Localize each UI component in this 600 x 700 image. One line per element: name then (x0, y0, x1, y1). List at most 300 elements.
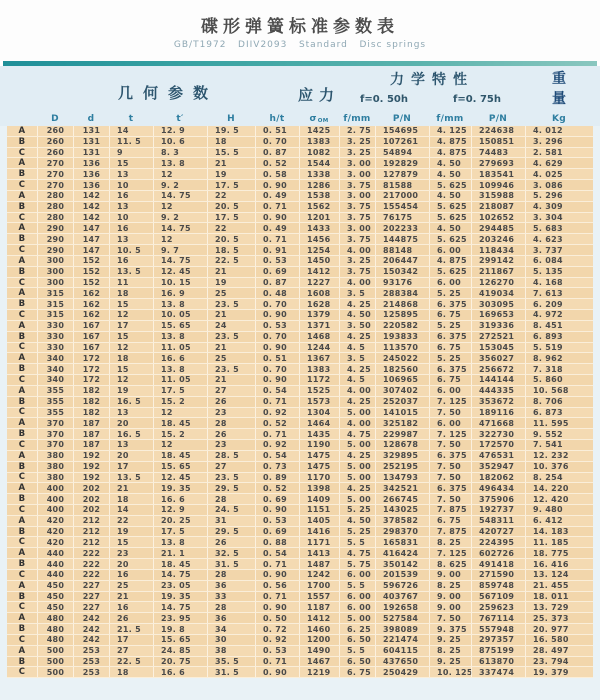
cell-f-mm-075: 5. 25 (429, 321, 471, 331)
cell-h-over-t: 0. 90 (255, 180, 299, 190)
cell-h-over-t: 0. 53 (255, 516, 299, 526)
cell-d: 182 (73, 386, 109, 396)
cell-p-n-075: 602726 (471, 548, 525, 558)
cell-d: 192 (73, 451, 109, 461)
cell-t-prime: 18. 45 (153, 451, 207, 461)
cell-d: 167 (73, 332, 109, 342)
cell-D: 500 (37, 667, 73, 677)
cell-p-n-075: 218087 (471, 202, 525, 212)
cell-f-mm-050: 6. 50 (339, 657, 375, 667)
cell-f-mm-075: 6. 375 (429, 451, 471, 461)
cell-f-mm-050: 5. 00 (339, 473, 375, 483)
cell-sigma-om: 1171 (299, 537, 339, 547)
cell-f-mm-050: 5. 5 (339, 537, 375, 547)
cell-p-n-075: 613870 (471, 657, 525, 667)
cell-p-n-050: 125895 (375, 310, 429, 320)
header-f-075h: f=0. 75h (452, 94, 501, 105)
cell-D: 400 (37, 505, 73, 515)
table-row (7, 126, 593, 137)
cell-sigma-om: 1367 (299, 353, 339, 363)
cell-H: 25 (207, 288, 255, 298)
cell-d: 131 (73, 137, 109, 147)
cell-p-n-050: 106965 (375, 375, 429, 385)
cell-f-mm-050: 3. 25 (339, 148, 375, 158)
cell-f-mm-050: 3. 25 (339, 256, 375, 266)
cell-series: C (18, 374, 26, 385)
cell-D: 500 (37, 657, 73, 667)
table-row (7, 180, 593, 191)
cell-t: 16 (109, 602, 153, 612)
table-row (7, 353, 593, 364)
cell-p-n-075: 315988 (471, 191, 525, 201)
cell-D: 270 (37, 180, 73, 190)
cell-D: 440 (37, 548, 73, 558)
cell-t-prime: 13. 8 (153, 537, 207, 547)
cell-f-mm-075: 5. 625 (429, 213, 471, 223)
cell-t: 12 (109, 310, 153, 320)
cell-d: 167 (73, 343, 109, 353)
cell-t-prime: 13. 8 (153, 364, 207, 374)
cell-d: 142 (73, 191, 109, 201)
cell-f-mm-075: 9. 00 (429, 592, 471, 602)
table-row (7, 158, 593, 169)
cell-t: 15 (109, 332, 153, 342)
cell-sigma-om: 1573 (299, 397, 339, 407)
cell-t: 13 (109, 169, 153, 179)
cell-t: 21 (109, 592, 153, 602)
cell-sigma-om: 1544 (299, 158, 339, 168)
cell-H: 19 (207, 169, 255, 179)
cell-p-n-075: 557948 (471, 624, 525, 634)
cell-t-prime: 16. 6 (153, 667, 207, 677)
cell-p-n-075: 74483 (471, 148, 525, 158)
table-row (7, 559, 593, 570)
table-row (7, 494, 593, 505)
cell-t: 14 (109, 505, 153, 515)
table-row (7, 288, 593, 299)
cell-series: B (18, 364, 26, 375)
cell-p-n-075: 153045 (471, 343, 525, 353)
cell-D: 420 (37, 537, 73, 547)
cell-kg: 12. 232 (525, 451, 593, 461)
cell-series: B (18, 169, 26, 180)
cell-t-prime: 10. 05 (153, 310, 207, 320)
cell-series: C (18, 569, 26, 580)
cell-f-mm-075: 6. 00 (429, 418, 471, 428)
cell-sigma-om: 1700 (299, 581, 339, 591)
cell-f-mm-075: 7. 875 (429, 505, 471, 515)
cell-h-over-t: 0. 71 (255, 397, 299, 407)
title-block (0, 0, 600, 61)
cell-p-n-050: 143025 (375, 505, 429, 515)
cell-t: 12 (109, 375, 153, 385)
table-row (7, 310, 593, 321)
cell-p-n-050: 403767 (375, 592, 429, 602)
cell-p-n-075: 169653 (471, 310, 525, 320)
table-row (7, 667, 593, 678)
cell-h-over-t: 0. 90 (255, 667, 299, 677)
cell-t: 18 (109, 288, 153, 298)
cell-f-mm-075: 4. 50 (429, 223, 471, 233)
cell-f-mm-050: 4. 50 (339, 310, 375, 320)
cell-t: 19 (109, 386, 153, 396)
table-row (7, 440, 593, 451)
cell-f-mm-075: 6. 375 (429, 332, 471, 342)
cell-f-mm-075: 7. 50 (429, 613, 471, 623)
cell-d: 131 (73, 148, 109, 158)
cell-f-mm-050: 3. 00 (339, 169, 375, 179)
cell-p-n-050: 127879 (375, 169, 429, 179)
cell-t: 16 (109, 223, 153, 233)
cell-p-n-075: 875199 (471, 646, 525, 656)
cell-t: 14 (109, 126, 153, 136)
cell-f-mm-075: 7. 125 (429, 397, 471, 407)
cell-kg: 4. 623 (525, 234, 593, 244)
table-row (7, 483, 593, 494)
cell-t-prime: 16. 9 (153, 288, 207, 298)
cell-p-n-050: 201539 (375, 570, 429, 580)
cell-f-mm-075: 8. 625 (429, 559, 471, 569)
cell-D: 260 (37, 137, 73, 147)
cell-sigma-om: 1200 (299, 635, 339, 645)
cell-p-n-075: 303095 (471, 299, 525, 309)
cell-f-mm-050: 5. 00 (339, 408, 375, 418)
cell-t-prime: 19. 8 (153, 624, 207, 634)
cell-H: 23 (207, 408, 255, 418)
cell-f-mm-075: 8. 25 (429, 581, 471, 591)
cell-H: 29. 5 (207, 527, 255, 537)
cell-p-n-050: 144875 (375, 234, 429, 244)
cell-series: C (18, 180, 26, 191)
cell-p-n-050: 206447 (375, 256, 429, 266)
cell-p-n-075: 192737 (471, 505, 525, 515)
cell-f-mm-050: 4. 5 (339, 375, 375, 385)
cell-D: 420 (37, 527, 73, 537)
cell-series: B (18, 526, 26, 537)
cell-kg: 4. 012 (525, 126, 593, 136)
cell-kg: 25. 373 (525, 613, 593, 623)
cell-p-n-075: 224395 (471, 537, 525, 547)
cell-f-mm-075: 7. 875 (429, 527, 471, 537)
cell-p-n-075: 259623 (471, 602, 525, 612)
cell-kg: 6. 209 (525, 299, 593, 309)
cell-series: A (18, 320, 26, 331)
table-row (7, 245, 593, 256)
cell-sigma-om: 1475 (299, 451, 339, 461)
cell-D: 260 (37, 126, 73, 136)
cell-D: 370 (37, 440, 73, 450)
cell-d: 147 (73, 223, 109, 233)
cell-kg: 5. 519 (525, 343, 593, 353)
cell-H: 26 (207, 429, 255, 439)
table-row (7, 592, 593, 603)
cell-H: 19 (207, 278, 255, 288)
cell-t-prime: 23. 95 (153, 613, 207, 623)
cell-t-prime: 15. 2 (153, 397, 207, 407)
table-area (0, 66, 600, 700)
cell-f-mm-075: 6. 75 (429, 343, 471, 353)
cell-t-prime: 15. 65 (153, 635, 207, 645)
cell-h-over-t: 0. 53 (255, 646, 299, 656)
cell-sigma-om: 1435 (299, 429, 339, 439)
cell-f-mm-050: 5. 75 (339, 559, 375, 569)
table-row (7, 278, 593, 289)
cell-d: 202 (73, 494, 109, 504)
cell-p-n-075: 224638 (471, 126, 525, 136)
cell-p-n-050: 192658 (375, 602, 429, 612)
cell-sigma-om: 1538 (299, 191, 339, 201)
cell-h-over-t: 0. 87 (255, 278, 299, 288)
table-row (7, 223, 593, 234)
table-row (7, 202, 593, 213)
cell-sigma-om: 1371 (299, 321, 339, 331)
cell-H: 27 (207, 386, 255, 396)
cell-t: 21. 5 (109, 624, 153, 634)
cell-f-mm-050: 4. 25 (339, 397, 375, 407)
cell-kg: 8. 451 (525, 321, 593, 331)
col-f-mm-050: f/mm (343, 114, 371, 124)
cell-t: 15 (109, 537, 153, 547)
cell-d: 242 (73, 613, 109, 623)
cell-sigma-om: 1405 (299, 516, 339, 526)
cell-sigma-om: 1412 (299, 613, 339, 623)
cell-kg: 8. 254 (525, 473, 593, 483)
cell-t-prime: 12 (153, 169, 207, 179)
cell-f-mm-050: 4. 5 (339, 343, 375, 353)
cell-D: 340 (37, 364, 73, 374)
cell-t-prime: 20. 25 (153, 516, 207, 526)
cell-t: 13 (109, 408, 153, 418)
cell-kg: 4. 025 (525, 169, 593, 179)
header-weight-top: 重 (552, 71, 566, 87)
cell-series: C (18, 147, 26, 158)
col-D: D (51, 114, 59, 124)
cell-f-mm-075: 6. 00 (429, 245, 471, 255)
cell-f-mm-050: 4. 25 (339, 332, 375, 342)
cell-D: 280 (37, 202, 73, 212)
cell-t-prime: 17. 5 (153, 527, 207, 537)
cell-kg: 13. 729 (525, 602, 593, 612)
cell-h-over-t: 0. 58 (255, 169, 299, 179)
cell-d: 172 (73, 364, 109, 374)
table-row (7, 256, 593, 267)
cell-t-prime: 17. 5 (153, 386, 207, 396)
cell-f-mm-050: 3. 00 (339, 223, 375, 233)
cell-H: 20. 5 (207, 202, 255, 212)
cell-p-n-050: 325182 (375, 418, 429, 428)
cell-p-n-050: 229987 (375, 429, 429, 439)
cell-d: 172 (73, 353, 109, 363)
cell-series: C (18, 407, 26, 418)
cell-series: A (18, 645, 26, 656)
cell-t-prime: 10. 15 (153, 278, 207, 288)
cell-t-prime: 12. 45 (153, 267, 207, 277)
cell-sigma-om: 1398 (299, 483, 339, 493)
cell-h-over-t: 0. 90 (255, 213, 299, 223)
cell-f-mm-050: 3. 75 (339, 213, 375, 223)
cell-f-mm-050: 4. 00 (339, 278, 375, 288)
cell-H: 15. 5 (207, 148, 255, 158)
cell-kg: 11. 595 (525, 418, 593, 428)
cell-kg: 28. 497 (525, 646, 593, 656)
cell-f-mm-075: 9. 00 (429, 602, 471, 612)
cell-p-n-075: 319336 (471, 321, 525, 331)
cell-f-mm-075: 5. 625 (429, 180, 471, 190)
cell-kg: 11. 185 (525, 537, 593, 547)
cell-kg: 6. 084 (525, 256, 593, 266)
cell-sigma-om: 1425 (299, 126, 339, 136)
cell-kg: 6. 412 (525, 516, 593, 526)
cell-f-mm-050: 4. 75 (339, 548, 375, 558)
col-h-over-t: h/t (269, 114, 285, 124)
cell-f-mm-050: 3. 00 (339, 191, 375, 201)
cell-p-n-050: 217000 (375, 191, 429, 201)
cell-f-mm-075: 4. 875 (429, 137, 471, 147)
cell-kg: 3. 086 (525, 180, 593, 190)
cell-D: 400 (37, 494, 73, 504)
cell-d: 192 (73, 462, 109, 472)
cell-p-n-075: 144144 (471, 375, 525, 385)
cell-H: 23. 5 (207, 364, 255, 374)
cell-h-over-t: 0. 91 (255, 245, 299, 255)
cell-D: 380 (37, 451, 73, 461)
cell-f-mm-075: 8. 25 (429, 537, 471, 547)
cell-D: 315 (37, 299, 73, 309)
cell-t-prime: 12 (153, 234, 207, 244)
cell-f-mm-050: 5. 00 (339, 613, 375, 623)
cell-kg: 8. 962 (525, 353, 593, 363)
cell-series: A (18, 385, 26, 396)
cell-p-n-050: 165831 (375, 537, 429, 547)
cell-p-n-050: 298370 (375, 527, 429, 537)
cell-h-over-t: 0. 51 (255, 126, 299, 136)
cell-kg: 10. 376 (525, 462, 593, 472)
cell-kg: 14. 220 (525, 483, 593, 493)
cell-h-over-t: 0. 87 (255, 148, 299, 158)
table-row (7, 570, 593, 581)
cell-H: 22 (207, 223, 255, 233)
cell-H: 20. 5 (207, 234, 255, 244)
cell-t: 10. 5 (109, 245, 153, 255)
cell-sigma-om: 1412 (299, 267, 339, 277)
cell-h-over-t: 0. 53 (255, 321, 299, 331)
cell-series: A (18, 125, 26, 136)
cell-h-over-t: 0. 70 (255, 364, 299, 374)
cell-D: 315 (37, 288, 73, 298)
cell-kg: 4. 168 (525, 278, 593, 288)
cell-t: 13. 5 (109, 473, 153, 483)
cell-sigma-om: 1475 (299, 462, 339, 472)
cell-t-prime: 16. 6 (153, 353, 207, 363)
cell-t-prime: 23. 05 (153, 581, 207, 591)
cell-series: A (18, 613, 26, 624)
cell-f-mm-075: 6. 75 (429, 310, 471, 320)
cell-f-mm-075: 5. 625 (429, 267, 471, 277)
cell-t: 18 (109, 494, 153, 504)
cell-p-n-050: 154695 (375, 126, 429, 136)
cell-p-n-075: 172570 (471, 440, 525, 450)
col-p-n-075: P/N (488, 114, 508, 124)
cell-p-n-075: 109946 (471, 180, 525, 190)
cell-h-over-t: 0. 92 (255, 635, 299, 645)
cell-d: 167 (73, 321, 109, 331)
cell-sigma-om: 1456 (299, 234, 339, 244)
cell-kg: 7. 613 (525, 288, 593, 298)
cell-D: 440 (37, 570, 73, 580)
cell-t: 15 (109, 299, 153, 309)
cell-kg: 7. 318 (525, 364, 593, 374)
cell-f-mm-050: 5. 5 (339, 581, 375, 591)
cell-kg: 5. 296 (525, 191, 593, 201)
cell-H: 35. 5 (207, 657, 255, 667)
cell-p-n-075: 548311 (471, 516, 525, 526)
cell-p-n-050: 81588 (375, 180, 429, 190)
cell-sigma-om: 1254 (299, 245, 339, 255)
cell-kg: 3. 304 (525, 213, 593, 223)
cell-sigma-om: 1413 (299, 548, 339, 558)
cell-H: 26 (207, 397, 255, 407)
cell-t-prime: 16. 6 (153, 494, 207, 504)
cell-p-n-050: 252037 (375, 397, 429, 407)
cell-H: 32. 5 (207, 548, 255, 558)
cell-H: 24 (207, 321, 255, 331)
cell-p-n-075: 203246 (471, 234, 525, 244)
cell-p-n-075: 150851 (471, 137, 525, 147)
cell-p-n-075: 420727 (471, 527, 525, 537)
cell-series: A (18, 580, 26, 591)
table-header (0, 66, 600, 126)
cell-D: 280 (37, 191, 73, 201)
cell-f-mm-075: 9. 25 (429, 635, 471, 645)
cell-t-prime: 24. 85 (153, 646, 207, 656)
cell-f-mm-050: 5. 00 (339, 494, 375, 504)
cell-sigma-om: 1151 (299, 505, 339, 515)
cell-sigma-om: 1082 (299, 148, 339, 158)
cell-H: 36 (207, 581, 255, 591)
cell-h-over-t: 0. 69 (255, 267, 299, 277)
cell-f-mm-050: 3. 5 (339, 353, 375, 363)
col-p-n-050: P/N (392, 114, 412, 124)
cell-f-mm-050: 3. 75 (339, 267, 375, 277)
table-row (7, 429, 593, 440)
cell-sigma-om: 1464 (299, 418, 339, 428)
cell-t-prime: 11. 05 (153, 343, 207, 353)
cell-h-over-t: 0. 49 (255, 191, 299, 201)
cell-f-mm-050: 5. 25 (339, 505, 375, 515)
cell-kg: 10. 568 (525, 386, 593, 396)
cell-H: 21 (207, 310, 255, 320)
cell-H: 21 (207, 267, 255, 277)
cell-t: 26 (109, 613, 153, 623)
cell-sigma-om: 1172 (299, 375, 339, 385)
cell-p-n-075: 444335 (471, 386, 525, 396)
table-row (7, 321, 593, 332)
cell-t-prime: 20. 75 (153, 657, 207, 667)
cell-kg: 21. 455 (525, 581, 593, 591)
cell-h-over-t: 0. 71 (255, 592, 299, 602)
cell-d: 222 (73, 570, 109, 580)
cell-D: 400 (37, 483, 73, 493)
cell-t: 17 (109, 321, 153, 331)
cell-t: 13 (109, 202, 153, 212)
cell-f-mm-050: 5. 25 (339, 527, 375, 537)
page-title: 碟形弹簧标准参数表 (201, 17, 399, 37)
cell-series: B (18, 266, 26, 277)
cell-f-mm-075: 9. 375 (429, 624, 471, 634)
cell-t-prime: 12 (153, 202, 207, 212)
cell-p-n-050: 266745 (375, 494, 429, 504)
cell-H: 24. 5 (207, 505, 255, 515)
